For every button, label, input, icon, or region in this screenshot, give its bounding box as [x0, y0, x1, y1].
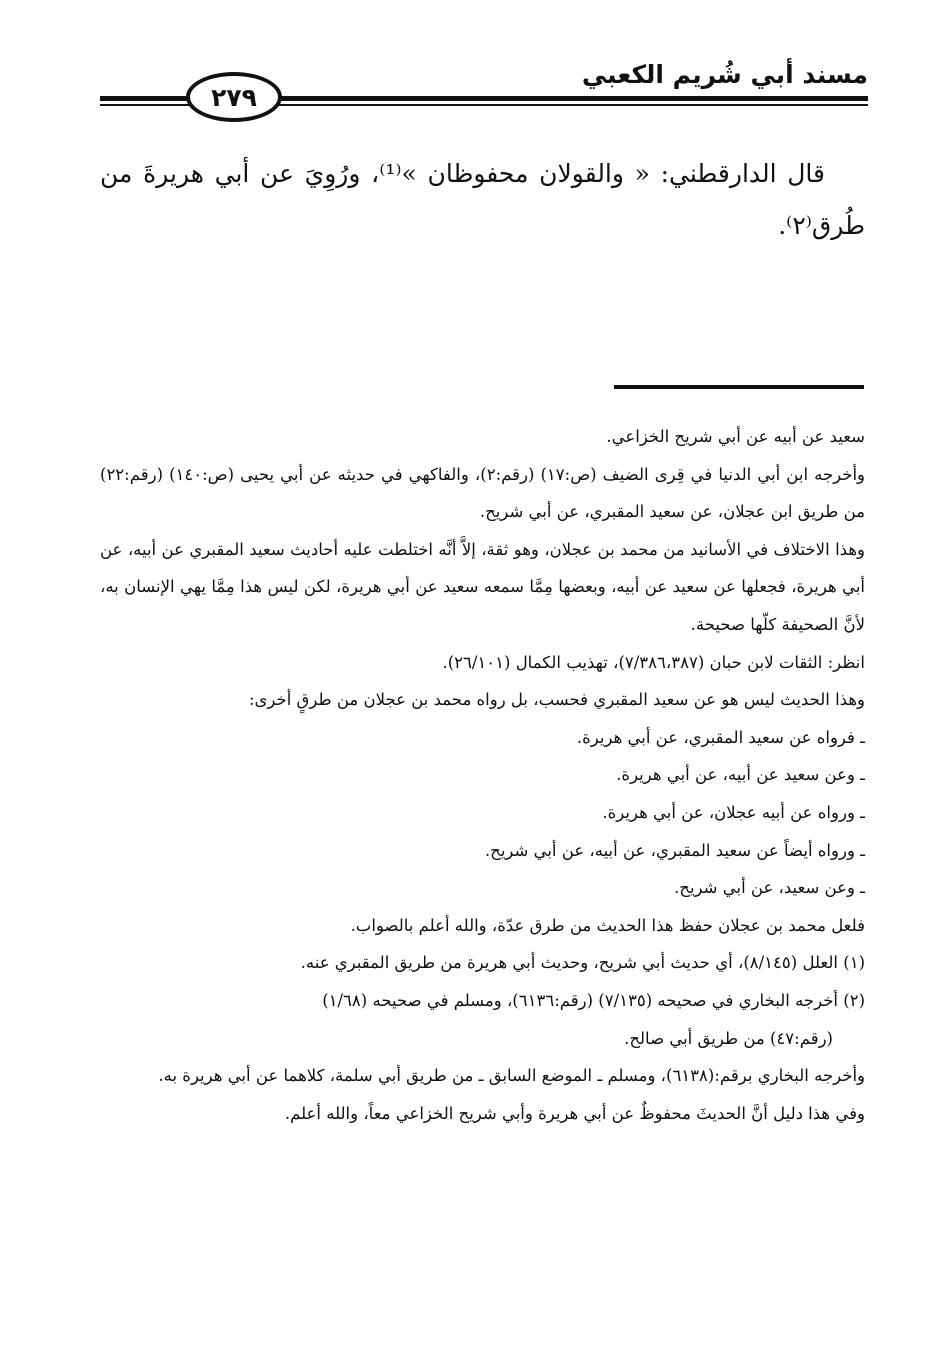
main-text	[100, 148, 865, 252]
notes-block	[100, 418, 865, 1132]
page-number: ٢٧٩	[186, 72, 282, 122]
note-line: ـ وعن سعيد عن أبيه، عن أبي هريرة.	[616, 765, 865, 785]
note-line: وهذا الحديث ليس هو عن سعيد المقبري فحسب، بل رواه محمد بن عجلان من طرقٍ أخرى:	[248, 690, 865, 710]
footnote-2-continuation: (رقم:٤٧) من طريق أبي صالح.	[624, 1028, 833, 1048]
note-line: فلعل محمد بن عجلان حفظ هذا الحديث من طرق عدّة، والله أعلم بالصواب.	[350, 915, 865, 935]
footnote-1: (١) العلل (٨/١٤٥)، أي حديث أبي شريح، وحديث أبي هريرة من طريق المقبري عنه.	[300, 953, 865, 973]
main-paragraph: قال الدارقطني: « والقولان محفوظان »⁽¹⁾، ورُوِيَ عن أبي هريرةَ من طُرق⁽٢⁾.	[100, 159, 865, 240]
note-line: انظر: الثقات لابن حبان (٧/٣٨٦،٣٨٧)، تهذيب الكمال (٢٦/١٠١).	[442, 652, 865, 672]
note-line: وأخرجه البخاري برقم:(٦١٣٨)، ومسلم ـ الموضع السابق ـ من طريق أبي سلمة، كلاهما عن أبي هريرة به.	[158, 1066, 865, 1086]
footnote-2: (٢) أخرجه البخاري في صحيحه (٧/١٣٥) (رقم:٦١٣٦)، ومسلم في صحيحه (١/٦٨)	[322, 990, 865, 1010]
note-line: سعيد عن أبيه عن أبي شريح الخزاعي.	[606, 427, 865, 446]
running-title: مسند أبي شُريم الكعبي	[581, 60, 868, 89]
note-line: وفي هذا دليل أنَّ الحديثَ محفوظٌ عن أبي هريرة وأبي شريح الخزاعي معاً، والله أعلم.	[284, 1103, 865, 1123]
page-header	[100, 58, 868, 128]
note-line: ـ ورواه عن أبيه عجلان، عن أبي هريرة.	[602, 802, 865, 822]
note-line: ـ فرواه عن سعيد المقبري، عن أبي هريرة.	[576, 727, 865, 747]
note-line: ـ وعن سعيد، عن أبي شريح.	[674, 878, 865, 898]
footnote-separator	[614, 385, 864, 389]
note-line: ـ ورواه أيضاً عن سعيد المقبري، عن أبيه، عن أبي شريح.	[484, 840, 865, 860]
note-line: وأخرجه ابن أبي الدنيا في قِرى الضيف (ص:١٧) (رقم:٢)، والفاكهي في حديثه عن أبي يحيى (ص:١٤٠) (رقم:٢٢) من طريق ابن عجلان، عن سعيد المقبري، عن أبي شريح.	[100, 464, 866, 522]
note-line: وهذا الاختلاف في الأسانيد من محمد بن عجلان، وهو ثقة، إلاَّ أنَّه اختلطت عليه أحاديث سعيد المقبري عن أبيه، عن أبي هريرة، فجعلها عن سعيد عن أبيه، وبعضها مِمَّا سمعه سعيد عن أبي هريرة، لكن ليس هذا مِمَّا يهي الإنسان به، لأنَّ الصحيفة كلّها صحيحة.	[100, 539, 865, 634]
